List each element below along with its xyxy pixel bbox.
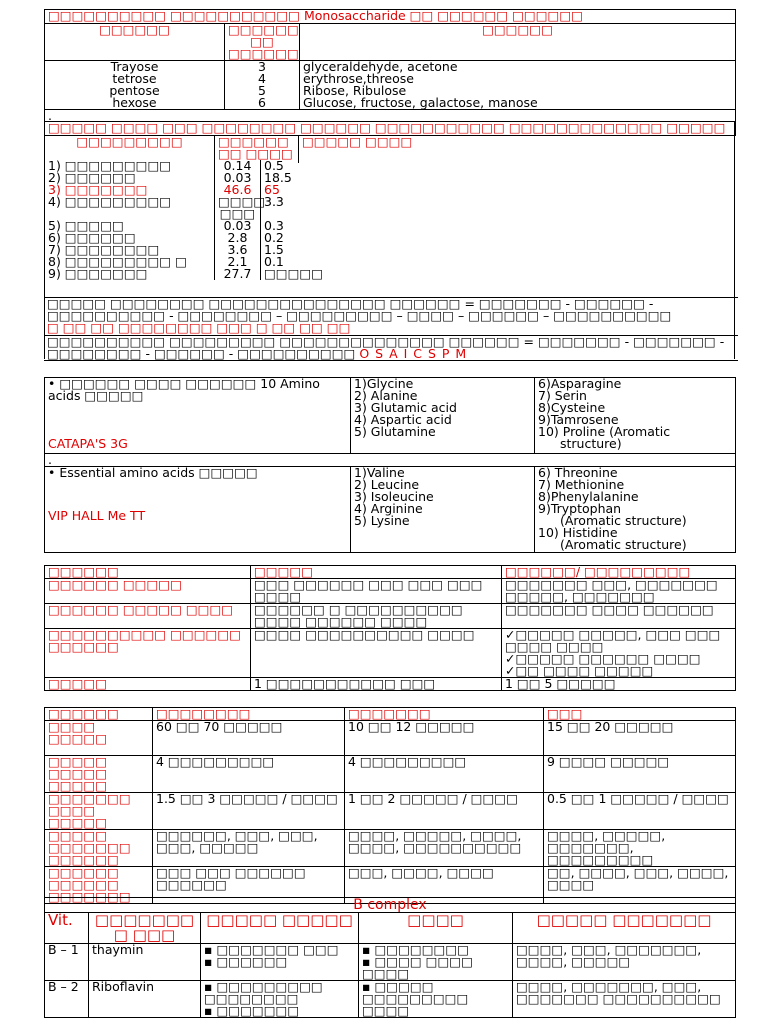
mineral-cell: 8) □□□□□□□□□ □ [45, 256, 215, 268]
t3-cell: □□□□ □□□□□□□□□□ □□□□ [251, 629, 502, 678]
amino-table [44, 377, 736, 553]
bc-header: Vit. [45, 913, 89, 944]
mineral-header: □□□□□□□□□ [45, 136, 215, 163]
bc-list [362, 944, 509, 980]
amino-list-item: 3) Isoleucine [354, 489, 434, 504]
amino-list-item: 5) Lysine [354, 513, 410, 528]
t3-check-item: ✓ □□□□□ □□□□□□ □□□□ [505, 653, 732, 665]
mineral-cell: 1) □□□□□□□□□ [45, 160, 215, 172]
bc-cell [201, 981, 359, 1018]
mineral-rows [44, 158, 324, 281]
mineral-cell: 0.2 [261, 232, 301, 244]
amino-list-item: 9)Tryptophan [538, 501, 622, 516]
bc-header: □□□□ [359, 913, 513, 944]
t4-cell: □□□□□□□ □□□□ □□□□□ [45, 793, 153, 830]
bc-name: thaymin [89, 944, 201, 981]
amino-list-item: (Aromatic structure) [560, 537, 687, 552]
amino-nonessential-list-1 [354, 378, 531, 438]
bc-header: □□□□□□□ □ □□□ [89, 913, 201, 944]
t3-cell: □□□□□□ □□□□□ □□□□ [45, 604, 251, 629]
mono-header: □□□□□□ □□ □□□□□□ [225, 24, 300, 61]
mineral-cell: 18.5 [261, 172, 301, 184]
mineral-cell: 3) □□□□□□□ [45, 184, 215, 196]
bc-cell [201, 944, 359, 981]
mineral-row [45, 196, 301, 220]
amino-list-item: 1)Valine [354, 465, 405, 480]
mineral-cell: 0.03 [215, 172, 261, 184]
t3-header: □□□□□□ [45, 566, 251, 579]
t4-cell: 1.5 □□ 3 □□□□□ / □□□□ [153, 793, 345, 830]
mono-dot: . [45, 110, 736, 123]
mineral-cell: 0.14 [215, 160, 261, 172]
mineral-cell: 65 [261, 184, 301, 196]
amino-list-item: 1)Glycine [354, 376, 414, 391]
mineral-cell: 6) □□□□□□ [45, 232, 215, 244]
t4-cell: □□□□□□, □□□, □□□, □□□, □□□□□ [153, 830, 345, 867]
t3-cell: □□□□□□□□□□ □□□□□□ □□□□□□ [45, 629, 251, 678]
bcomplex-row [45, 981, 736, 1018]
t4-cell: □□□ □□□ □□□□□□ □□□□□□ [153, 867, 345, 904]
mineral-cell: 0.3 [261, 220, 301, 232]
t4-cell: □□□□, □□□□□, □□□□□□□, □□□□□□□□□ [544, 830, 736, 867]
bc-vit: B – 2 [45, 981, 89, 1018]
mono-cell: Glucose, fructose, galactose, manose [300, 97, 736, 110]
bc-list-item: ▪ □□□□□□□□ [362, 944, 509, 956]
amino-dot: . [45, 454, 736, 467]
t3-cell: □□□□□□ □□□□□ [45, 579, 251, 604]
amino-nonessential-list-2 [538, 378, 732, 450]
t4-cell: 60 □□ 70 □□□□□ [153, 721, 345, 756]
bc-cell [359, 944, 513, 981]
t4-cell: 0.5 □□ 1 □□□□□ / □□□□ [544, 793, 736, 830]
t4-row [45, 756, 736, 793]
t4-row [45, 830, 736, 867]
amino-list-item: 6) Threonine [538, 465, 618, 480]
mineral-cell: 0.1 [261, 256, 301, 268]
t3-header: □□□□□□/ □□□□□□□□□ [502, 566, 736, 579]
t4-header: □□□□□□ [45, 708, 153, 721]
t3-check-item: ✓ □□□□□ □□□□□, □□□ □□□ □□□□ □□□□ [505, 629, 732, 653]
amino-list-item: 3) Glutamic acid [354, 400, 457, 415]
bc-list-item: ▪ □□□□□□ [204, 956, 355, 968]
amino-list-item: 8)Cysteine [538, 400, 606, 415]
bc-cell: □□□□, □□□, □□□□□□□, □□□□, □□□□□ [513, 944, 736, 981]
amino-list-item: 9)Tamrosene [538, 412, 619, 427]
mineral-note2 [44, 335, 738, 361]
mineral-note2-text: □□□□□□□□□□ □□□□□□□□□ □□□□□□□□□□□□□□ □□□□□□ = □□□□□□□ - □□□□□□□ - □□□□□□□□ - □□□□□□ - □□□□□□□□□□ [47, 334, 725, 361]
bcomplex-row [45, 944, 736, 981]
bc-list-item: ▪ □□□□ □□□□ □□□□ [362, 956, 509, 980]
amino-nonessential-label [48, 378, 347, 402]
amino-essential-list-2 [538, 467, 732, 551]
t4-header: □□□□□□□ [345, 708, 544, 721]
t3-cell: 1 □□ 5 □□□□□ [502, 678, 736, 691]
t4-cell: 10 □□ 12 □□□□□ [345, 721, 544, 756]
t4-header: □□□ [544, 708, 736, 721]
t4-cell: 9 □□□□ □□□□□ [544, 756, 736, 793]
mineral-cell: 46.6 [215, 184, 261, 196]
amino-list-item: 2) Leucine [354, 477, 420, 492]
t4-cell: □□, □□□□, □□□, □□□□, □□□□ [544, 867, 736, 904]
mineral-cell: 0.5 [261, 160, 301, 172]
t3-checklist [505, 629, 732, 677]
amino-nonessential-text: □□□□□□ □□□□ □□□□□□ 10 Amino acids □□□□□ [48, 376, 320, 403]
amino-list-item: 6)Asparagine [538, 376, 622, 391]
t4-cell: 4 □□□□□□□□□ [153, 756, 345, 793]
amino-list-item: 10) Histidine [538, 525, 618, 540]
t4-cell: □□□□ □□□□□ [45, 721, 153, 756]
amino-essential-mnemonic: VIP HALL Me TT [48, 508, 146, 523]
bc-cell [359, 981, 513, 1018]
mono-cell: 3 [225, 61, 300, 74]
mineral-cell: 2.1 [215, 256, 261, 268]
amino-list-item: 7) Methionine [538, 477, 625, 492]
mono-cell: 5 [225, 85, 300, 97]
amino-list-item: 4) Arginine [354, 501, 423, 516]
mono-cell: pentose [45, 85, 225, 97]
bc-list-item: ▪ □□□□□□□ [204, 1005, 355, 1017]
amino-list-item: 4) Aspartic acid [354, 412, 452, 427]
mono-title: □□□□□□□□□□ □□□□□□□□□□□ Monosaccharide □□ □□□□□□ □□□□□□ [45, 10, 736, 24]
t3-check-item: ✓ □□ □□□□ □□□□□ [505, 665, 732, 677]
bc-header: □□□□□ □□□□□□□ [513, 913, 736, 944]
t3-cell: □□□□□□ □ □□□□□□□□□□ □□□□ □□□□□□ □□□□ [251, 604, 502, 629]
amino-list-item: 5) Glutamine [354, 424, 436, 439]
mineral-cell: 4) □□□□□□□□□ [45, 196, 215, 220]
amino-list-item: 7) Serin [538, 388, 587, 403]
mineral-cell: □□□□ □□□ [215, 196, 261, 220]
bc-list [204, 944, 355, 968]
mineral-note1 [44, 297, 738, 334]
bc-name: Riboflavin [89, 981, 201, 1018]
t4-cell: □□□, □□□□, □□□□ [345, 867, 544, 904]
bc-cell: □□□□, □□□□□□□, □□□, □□□□□□□ □□□□□□□□□□ [513, 981, 736, 1018]
amino-list-item: 8)Phenylalanine [538, 489, 639, 504]
amino-list-item: 10) Proline (Aromatic [538, 424, 671, 439]
amino-essential-text: Essential amino acids □□□□□ [59, 465, 258, 480]
amino-essential-list-1 [354, 467, 531, 527]
mineral-header: □□□□□□ □□ □□□□ [215, 136, 299, 163]
mineral-note2-red: O S A I C S P M [359, 346, 468, 361]
mineral-cell: 3.3 [261, 196, 301, 220]
amino-list-item: (Aromatic structure) [560, 513, 687, 528]
mineral-cell: □□□□□ [261, 268, 301, 280]
table3 [44, 565, 736, 691]
t4-cell: □□□□□□ □□□□□□ □□□□□□□ [45, 867, 153, 904]
mineral-table [44, 121, 736, 163]
mono-cell: Trayose [45, 61, 225, 74]
mineral-cell: 2.8 [215, 232, 261, 244]
bc-list [362, 981, 509, 1017]
mono-header: □□□□□□ [45, 24, 225, 61]
mineral-header: □□□□□ □□□□ [299, 136, 736, 163]
t4-cell: □□□□□ □□□□□□□ □□□□□□ [45, 830, 153, 867]
t3-cell: 1 □□□□□□□□□□□ □□□ [251, 678, 502, 691]
mineral-cell: 9) □□□□□□□ [45, 268, 215, 280]
t4-header: □□□□□□□□ [153, 708, 345, 721]
mono-cell: erythrose,threose [300, 73, 736, 85]
table4 [44, 707, 736, 904]
mineral-cell: 5) □□□□□ [45, 220, 215, 232]
t3-cell: □□□□□□□ □□□, □□□□□□□ □□□□□, □□□□□□□ [502, 579, 736, 604]
mineral-cell: 0.03 [215, 220, 261, 232]
t4-cell: □□□□, □□□□□, □□□□, □□□□, □□□□□□□□□□ [345, 830, 544, 867]
mineral-note1-red: □ □□ □□ □□□□□□□□ □□□ □ □□ □□ □□ [47, 320, 351, 335]
mono-cell: hexose [45, 97, 225, 110]
mineral-note1-text: □□□□□ □□□□□□□□ □□□□□□□□□□□□□□□ □□□□□□ = □□□□□□□ - □□□□□□ - □□□□□□□□□□ - □□□□□□□□ – □□□□□□□□□ – □□□□ – □□□□□□ – □□□□□□□□□□ [47, 296, 672, 323]
mono-cell: 4 [225, 73, 300, 85]
mono-cell: 6 [225, 97, 300, 110]
mono-cell: tetrose [45, 73, 225, 85]
amino-list-item: 2) Alanine [354, 388, 418, 403]
mineral-cell: 2) □□□□□□ [45, 172, 215, 184]
bc-list [204, 981, 355, 1017]
bcomplex-title: B complex [45, 898, 736, 913]
mineral-row [45, 268, 301, 280]
t4-cell: 15 □□ 20 □□□□□ [544, 721, 736, 756]
mineral-cell: 1.5 [261, 244, 301, 256]
bc-vit: B – 1 [45, 944, 89, 981]
mono-cell: glyceraldehyde, acetone [300, 61, 736, 74]
bc-list-item: ▪ □□□□□□□ □□□ [204, 944, 355, 956]
t4-row [45, 721, 736, 756]
t4-cell: 1 □□ 2 □□□□□ / □□□□ [345, 793, 544, 830]
monosaccharide-table [44, 9, 736, 122]
amino-nonessential-mnemonic: CATAPA'S 3G [48, 436, 128, 451]
bc-list-item: ▪ □□□□□□□□□ □□□□□□□□ [204, 981, 355, 1005]
t3-cell: □□□□□ [45, 678, 251, 691]
bc-header: □□□□□ □□□□□ [201, 913, 359, 944]
mineral-title: □□□□□ □□□□ □□□ □□□□□□□□ □□□□□□ □□□□□□□□□□□ □□□□□□□□□□□□□ □□□□□ [45, 122, 736, 136]
t3-cell: □□□ □□□□□□ □□□ □□□ □□□ □□□□ [251, 579, 502, 604]
mono-cell: Ribose, Ribulose [300, 85, 736, 97]
amino-list-item: structure) [560, 436, 622, 451]
bcomplex-table [44, 897, 736, 1018]
mineral-cell: 27.7 [215, 268, 261, 280]
mineral-cell: 7) □□□□□□□□ [45, 244, 215, 256]
mono-header: □□□□□□ [300, 24, 736, 61]
mineral-cell: 3.6 [215, 244, 261, 256]
bc-list-item: ▪ □□□□□ □□□□□□□□□ □□□□ [362, 981, 509, 1017]
t3-header: □□□□□ [251, 566, 502, 579]
t4-cell: □□□□□ □□□□□ □□□□□ [45, 756, 153, 793]
t4-row [45, 793, 736, 830]
t3-cell: □□□□□□□ □□□□ □□□□□□ [502, 604, 736, 629]
amino-essential-label [48, 467, 347, 479]
t4-cell: 4 □□□□□□□□□ [345, 756, 544, 793]
